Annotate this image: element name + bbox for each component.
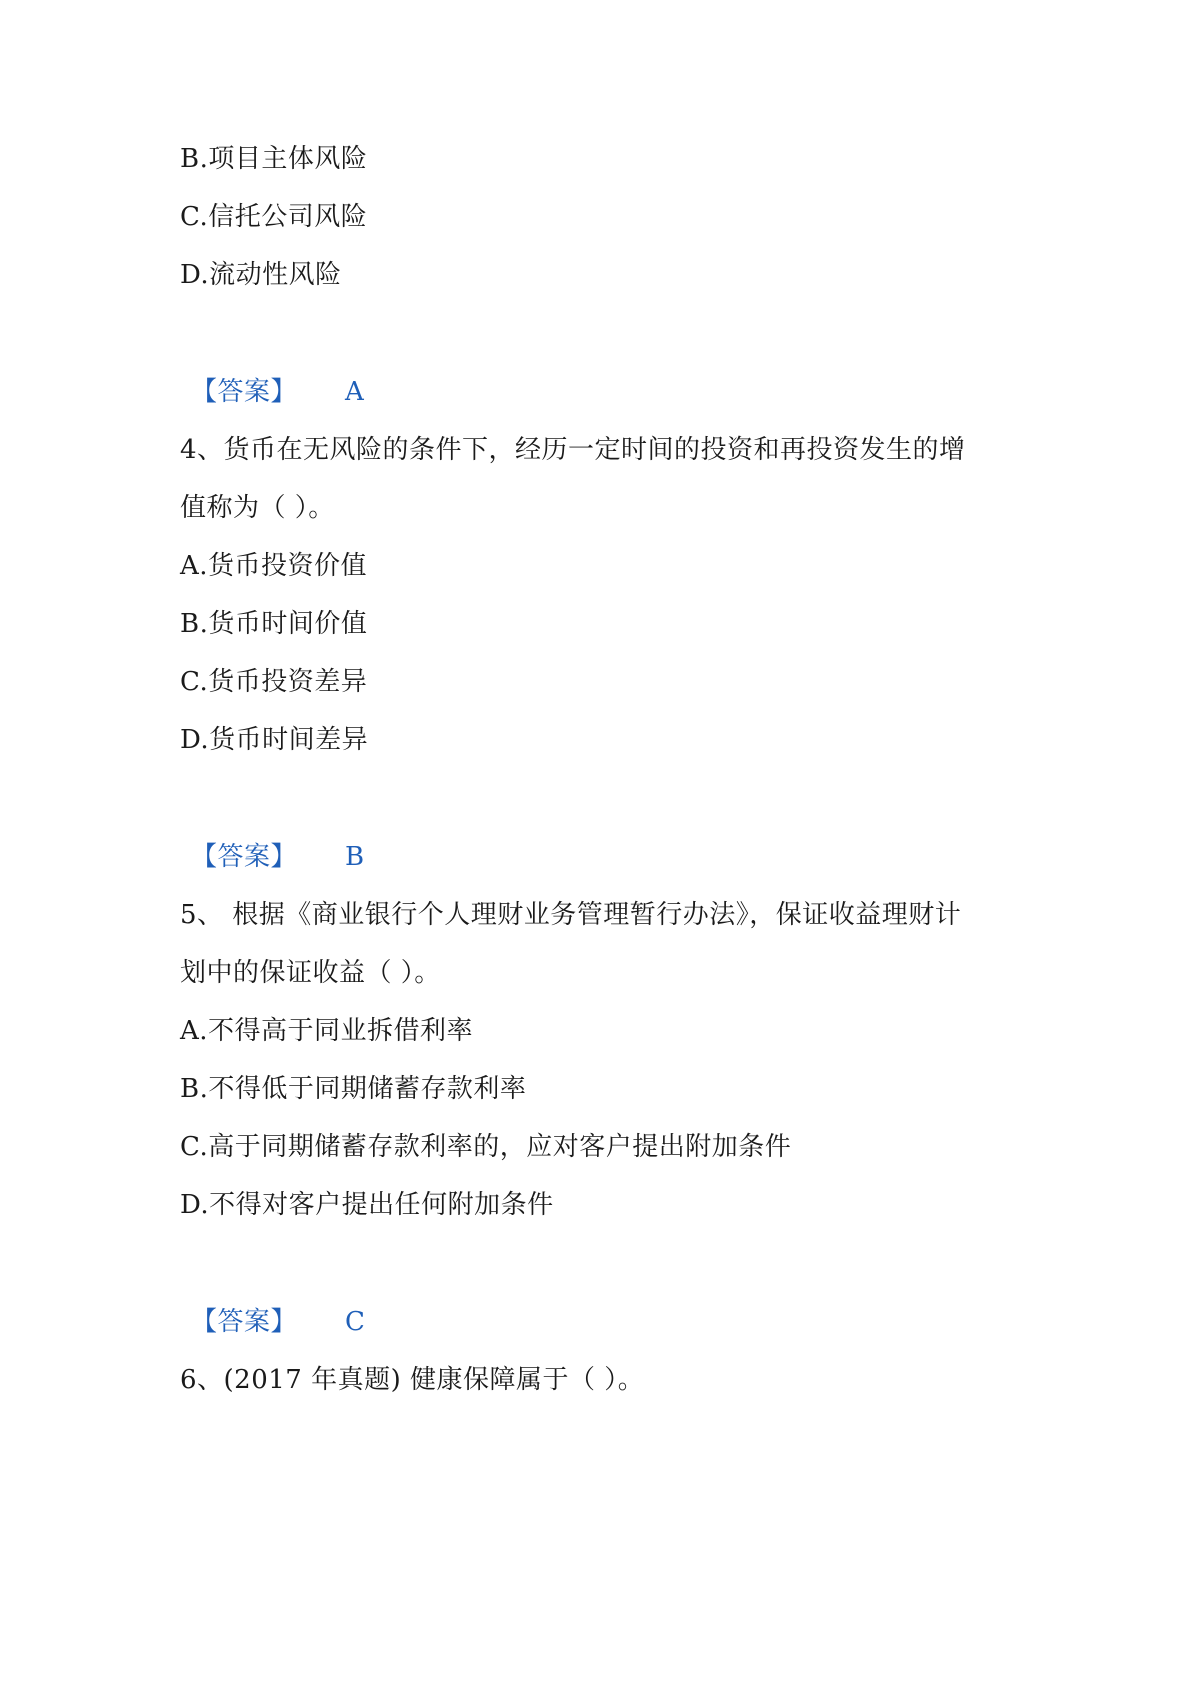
- q5-stem-line1: 5、 根据《商业银行个人理财业务管理暂行办法》，保证收益理财计: [180, 900, 962, 930]
- q4-option-c: C.货币投资差异: [180, 667, 368, 697]
- q5-option-c: C.高于同期储蓄存款利率的，应对客户提出附加条件: [180, 1132, 792, 1162]
- q4-option-d: D.货币时间差异: [180, 725, 369, 755]
- q5-option-b: B.不得低于同期储蓄存款利率: [180, 1074, 527, 1104]
- answer-label: 【答案】: [191, 377, 298, 407]
- q5-answer: [191, 1306, 365, 1338]
- answer-label: 【答案】: [191, 842, 298, 872]
- answer-value: A: [345, 377, 365, 407]
- q4-option-a: A.货币投资价值: [180, 551, 368, 581]
- q4-stem-line1: 4、货币在无风险的条件下，经历一定时间的投资和再投资发生的增: [180, 435, 966, 465]
- q5-option-d: D.不得对客户提出任何附加条件: [180, 1190, 554, 1220]
- q4-stem-line2: 值称为（ ）。: [180, 493, 335, 523]
- q6-stem-line1: 6、(2017 年真题) 健康保障属于（ ）。: [180, 1365, 645, 1395]
- answer-label: 【答案】: [191, 1307, 298, 1337]
- q3-option-c: C.信托公司风险: [180, 202, 368, 232]
- q5-stem-line2: 划中的保证收益（ ）。: [180, 958, 441, 988]
- q5-option-a: A.不得高于同业拆借利率: [180, 1016, 474, 1046]
- q4-answer: [191, 841, 365, 873]
- answer-value: C: [345, 1307, 366, 1337]
- q3-option-b: B.项目主体风险: [180, 144, 368, 174]
- answer-value: B: [345, 842, 365, 872]
- q4-option-b: B.货币时间价值: [180, 609, 368, 639]
- q3-option-d: D.流动性风险: [180, 260, 342, 290]
- q3-answer: [191, 376, 364, 408]
